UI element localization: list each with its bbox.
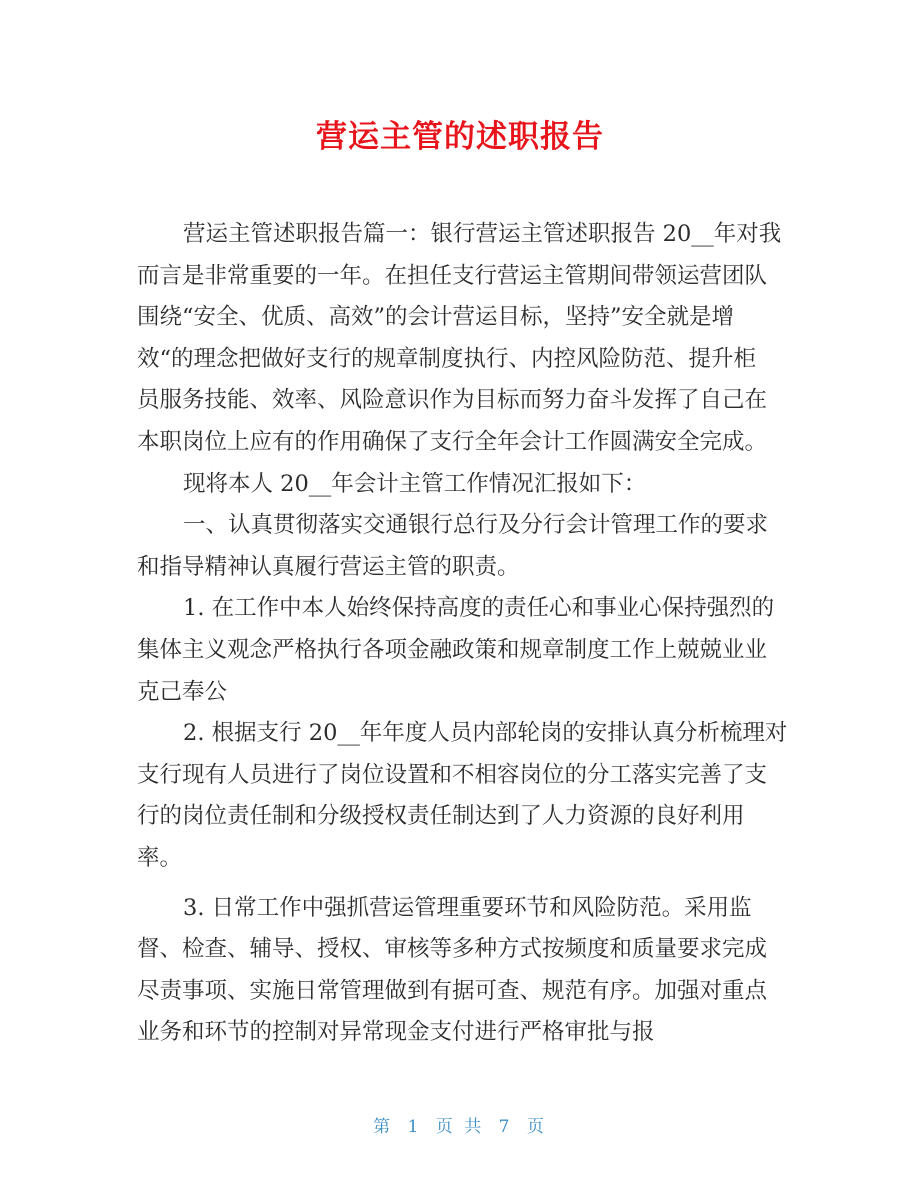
text-line: 督、检查、辅导、授权、审核等多种方式按频度和质量要求完成 bbox=[137, 936, 768, 963]
text-line: 一、认真贯彻落实交通银行总行及分行会计管理工作的要求 bbox=[183, 512, 769, 539]
text-line: 围绕“安全、优质、高效”的会计营运目标，坚持”安全就是增 bbox=[137, 304, 735, 331]
text-line: 和指导精神认真履行营运主管的职责。 bbox=[137, 553, 520, 580]
text-line: 克己奉公 bbox=[137, 678, 228, 705]
text-line: 行的岗位责任制和分级授权责任制达到了人力资源的良好利用 bbox=[137, 803, 745, 830]
text-line: 1. 在工作中本人始终保持高度的责任心和事业心保持强烈的 bbox=[183, 595, 775, 622]
text-line: 本职岗位上应有的作用确保了支行全年会计工作圆满安全完成。 bbox=[137, 428, 768, 455]
text-line: 而言是非常重要的一年。在担任支行营运主管期间带领运营团队 bbox=[137, 262, 768, 289]
text-line: 现将本人 20__年会计主管工作情况汇报如下： bbox=[183, 470, 647, 497]
paragraph-gap bbox=[137, 880, 787, 888]
text-line: 率。 bbox=[137, 844, 183, 871]
text-line: 业务和环节的控制对异常现金支付进行严格审批与报 bbox=[137, 1019, 655, 1046]
text-line: 3. 日常工作中强抓营运管理重要环节和风险防范。采用监 bbox=[183, 894, 752, 921]
text-line: 效“的理念把做好支行的规章制度执行、内控风险防范、提升柜 bbox=[137, 345, 757, 372]
page-label-mid: 页 共 bbox=[435, 1117, 485, 1137]
text-line: 支行现有人员进行了岗位设置和不相容岗位的分工落实完善了支 bbox=[137, 761, 768, 788]
page-footer bbox=[0, 1112, 920, 1137]
current-page-number: 1 bbox=[407, 1117, 422, 1137]
text-line: 员服务技能、效率、风险意识作为目标而努力奋斗发挥了自己在 bbox=[137, 387, 768, 414]
document-title: 营运主管的述职报告 bbox=[316, 119, 604, 155]
total-pages-number: 7 bbox=[498, 1117, 513, 1137]
page-label-suffix: 页 bbox=[526, 1117, 547, 1137]
page-label-prefix: 第 bbox=[373, 1117, 394, 1137]
text-line: 营运主管述职报告篇一：银行营运主管述职报告 20__年对我 bbox=[183, 221, 782, 247]
text-line: 2. 根据支行 20__年年度人员内部轮岗的安排认真分析梳理对 bbox=[183, 720, 788, 747]
text-line: 尽责事项、实施日常管理做到有据可查、规范有序。加强对重点 bbox=[137, 977, 768, 1004]
document-body bbox=[137, 214, 787, 1054]
text-line: 集体主义观念严格执行各项金融政策和规章制度工作上兢兢业业 bbox=[137, 636, 768, 663]
